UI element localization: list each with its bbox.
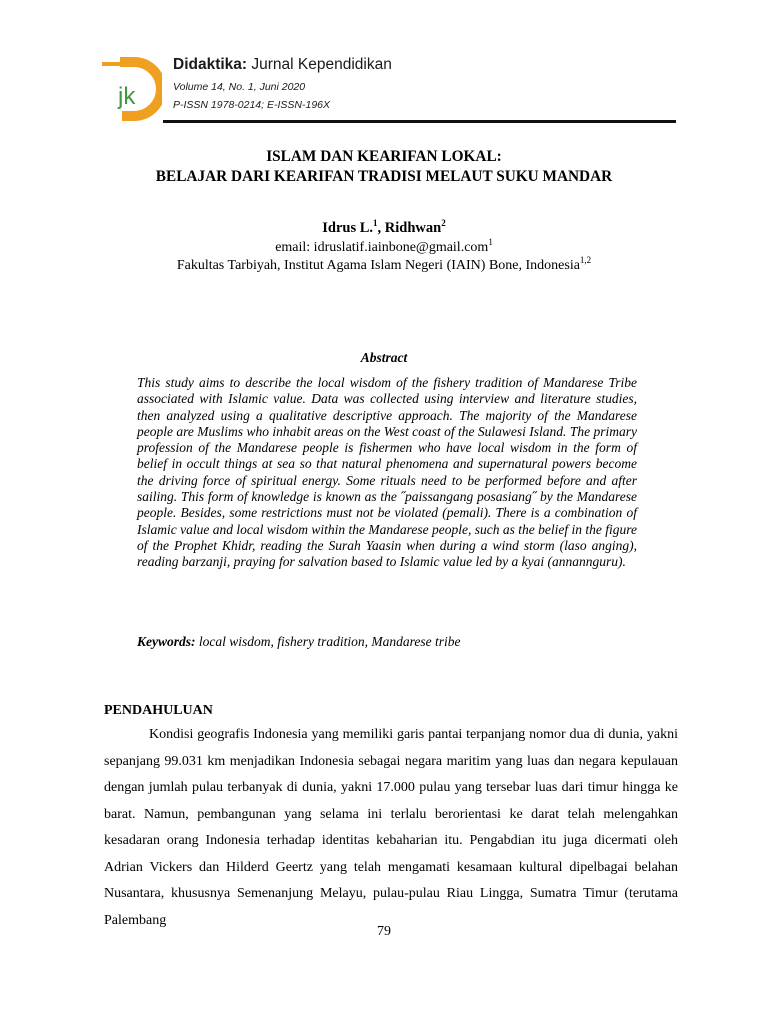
author-affiliation: Fakultas Tarbiyah, Institut Agama Islam Negeri (IAIN) Bone, Indonesia$^{1,2}$ — [176, 255, 592, 273]
abstract-body: This study aims to describe the local wisdom of the fishery tradition of Mandarese Tribe associated with Islamic value. Data was collected using interview and literature studies, then analyzed using a qualitative descriptive approach. The majority of the Mandarese people are Muslims who inhabit areas on the West coast of the Sulawesi Island. The primary profession of the Mandarese people is fishermen who have local wisdom in the form of belief in occult things at sea so that natural phenomena and supernatural powers become the driving force of spiritual energy. Some rituals need to be performed before and after sailing. This form of knowledge is known as the ˝paissangang posasiang˝ by the Mandarese people. Besides, some restrictions must not be violated (pemali). There is a combination of Islamic value and local wisdom within the Mandarese people, such as the belief in the figure of the Prophet Khidr, reading the Surah Yaasin when during a wind storm (laso anging), reading barzanji, praying for salvation based to Islamic value led by a kyai (annannguru). — [137, 375, 637, 570]
intro-paragraph: Kondisi geografis Indonesia yang memiliki garis pantai terpanjang nomor dua di dunia, yakni sepanjang 99.031 km menjadikan Indonesia sebagai negara maritim yang luas dan negara kepulauan dengan jumlah pulau terbanyak di dunia, yakni 17.000 pulau yang tersebar luas dari timur hingga ke barat. Namun, pembangunan yang selama ini terlalu berorientasi ke darat telah melengahkan kesadaran orang Indonesia terhadap identitas kebaharian itu. Pengabdian itu juga dicermati oleh Adrian Vickers dan Hilderd Geertz yang telah mengamati kesamaan kultural dipelbagai belahan Nusantara, khususnya Semenanjung Melayu, pulau-pulau Riau Lingga, Sumatra Timur (terutama Palembang — [104, 727, 678, 928]
header-rule — [163, 120, 676, 123]
logo-lettering: jk — [118, 83, 136, 110]
section-heading: PENDAHULUAN — [104, 703, 213, 718]
paper-title-line2: BELAJAR DARI KEARIFAN TRADISI MELAUT SUKU MANDAR — [155, 168, 613, 185]
author-name: Idrus L. — [322, 220, 374, 236]
author-email: email: idruslatif.iainbone@gmail.com$^1$ — [275, 237, 493, 255]
body-text — [104, 722, 678, 934]
journal-logo — [100, 54, 162, 124]
journal-header — [100, 50, 675, 124]
paper-title-line1: ISLAM DAN KEARIFAN LOKAL: — [266, 148, 502, 165]
keywords-label: Keywords: — [137, 634, 196, 649]
journal-volume: Volume 14, No. 1, Juni 2020 — [173, 81, 306, 93]
authors: Idrus L.$^1$, Ridhwan$^2$ — [322, 218, 446, 236]
journal-name: Didaktika: Jurnal Kependidikan — [173, 56, 392, 73]
author-name: Ridhwan — [384, 220, 442, 236]
keywords-list: local wisdom, fishery tradition, Mandarese tribe — [195, 634, 461, 649]
abstract-heading: Abstract — [360, 350, 408, 365]
journal-issn: P-ISSN 1978-0214; E-ISSN-196X — [173, 99, 330, 111]
keywords — [137, 634, 657, 650]
page-number: 79 — [377, 924, 391, 939]
